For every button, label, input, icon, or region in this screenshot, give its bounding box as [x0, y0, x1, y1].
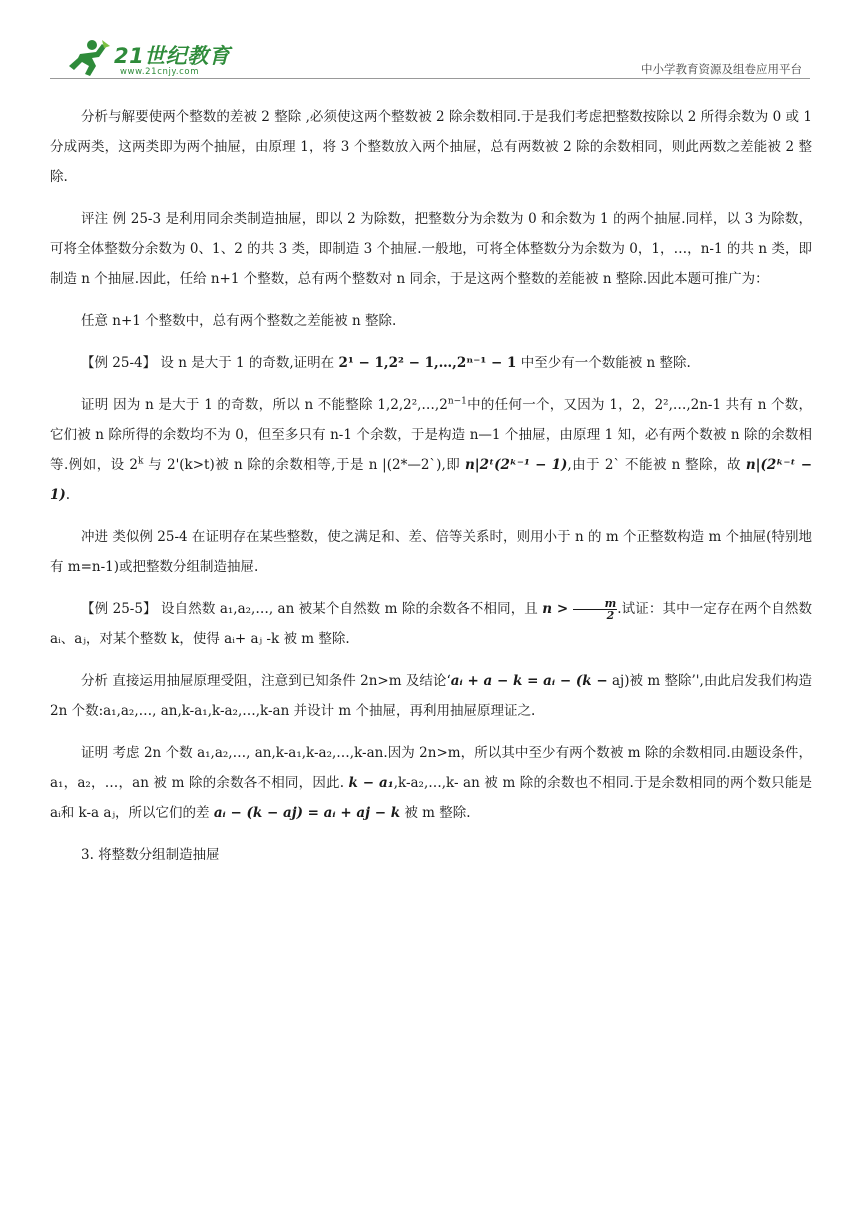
analysis-text-a: 分析 直接运用抽屉原理受阻，注意到已知条件 2n>m 及结论‘ [81, 673, 451, 689]
example-25-5-text-b: .试证：其中一定存在两个自然数 aᵢ、aⱼ，对某个整数 k，使得 aᵢ+ aⱼ -k 被 m 整除. [50, 601, 813, 647]
proof-math-1: n|2ᵗ(2ᵏ⁻¹ − 1) [464, 457, 568, 473]
paragraph-proof-25-4 [50, 390, 812, 510]
paragraph-analysis-25-5 [50, 666, 812, 726]
proof-sup-a: n−1 [447, 396, 467, 407]
paragraph-analysis: 分析与解要使两个整数的差被 2 整除 ,必须使这两个整数被 2 除余数相同.于是我们考虑把整数按除以 2 所得余数为 0 或 1 分成两类，这两类即为两个抽屉，由原理 1，将 3 个整数放入两个抽屉，总有两数被 2 除的余数相同，则此两数之差能被 2 整除. [50, 109, 812, 185]
header-divider [50, 78, 810, 79]
paragraph-extension: 冲进 类似例 25-4 在证明存在某些整数，使之满足和、差、倍等关系时，则用小于 n 的 m 个正整数构造 m 个抽屉(特别地有 m=n-1)或把整数分组制造抽屉. [50, 529, 812, 575]
proof-sup-b: k [138, 456, 144, 467]
document-body [50, 102, 812, 882]
logo [62, 36, 282, 80]
example-25-4-math: 2¹ − 1,2² − 1,…,2ⁿ⁻¹ − 1 [338, 355, 517, 371]
paragraph-example-25-5 [50, 594, 812, 654]
proof-text-c: 与 2'(k>t)被 n 除的余数相等,于是 n |(2*—2`),即 [143, 457, 465, 473]
paragraph-generalization: 任意 n+1 个整数中，总有两个整数之差能被 n 整除. [81, 313, 397, 329]
header-tagline: 中小学教育资源及组卷应用平台 [641, 62, 802, 76]
proof2-math-2: aᵢ − (k − aj) = aᵢ + aj − k [213, 805, 401, 821]
runner-logo-icon [62, 38, 112, 78]
analysis-text-b: aj)被 m 整除’',由此启发我们构造 2n 个数:a₁,a₂,…, an,k-a₁,k-a₂,…,k-an 并设计 m 个抽屉，再利用抽屉原理证之. [50, 673, 812, 719]
fraction-denominator: 2 [606, 609, 615, 622]
fraction-numerator: m [573, 598, 618, 610]
logo-text: 21世纪教育 [114, 44, 231, 68]
proof-text-b: 中的任何一个，又因为 1，2，2²,…,2n-1 共有 n 个数，它们被 n 除所得的余数均不为 0，但至多只有 n-1 个余数，于是构造 n—1 个抽屉，由原理 1 知，必有两个数被 n 除的余数相等.例如，设 2 [50, 397, 812, 473]
paragraph-comment: 评注 例 25-3 是利用同余类制造抽屉，即以 2 为除数，把整数分为余数为 0 和余数为 1 的两个抽屉.同样，以 3 为除数，可将全体整数分余数为 0、1、2 的共 3 类，即制造 3 个抽屉.一般地，可将全体整数分为余数为 0，1，…，n-1 的共 n 类，即制造 n 个抽屉.因此，任给 n+1 个整数，总有两个整数对 n 同余，于是这两个整数的差能被 n 整除.因此本题可推广为： [50, 211, 812, 287]
analysis-math: aᵢ + a − k = aᵢ − (k − [450, 673, 608, 689]
proof2-text-b: ,k-a₂,…,k- an 被 m 除的余数也不相同.于是余数相同的两个数只能是 aᵢ和 k-a aⱼ，所以它们的差 [50, 775, 813, 821]
section-heading-3: 3. 将整数分组制造抽屉 [81, 847, 220, 863]
example-25-5-text-a: 【例 25-5】 设自然数 a₁,a₂,…, an 被某个自然数 m 除的余数各不相同，且 [81, 601, 543, 617]
example-25-4-text-b: 中至少有一个数能被 n 整除. [516, 355, 691, 371]
proof-text-e: . [65, 487, 71, 503]
fraction-m-over-2 [573, 598, 618, 621]
logo-url: www.21cnjy.com [120, 67, 200, 77]
example-25-4-text-a: 【例 25-4】 设 n 是大于 1 的奇数,证明在 [81, 355, 339, 371]
proof-text-a: 证明 因为 n 是大于 1 的奇数，所以 n 不能整除 1,2,2²,…,2 [81, 397, 448, 413]
proof-text-d: ,由于 2` 不能被 n 整除，故 [567, 457, 746, 473]
proof-math-2: n|(2ᵏ⁻ᵗ − 1) [50, 457, 813, 503]
proof2-text-c: 被 m 整除. [400, 805, 471, 821]
proof2-math-1: k − a₁ [348, 775, 394, 791]
example-25-5-inequality: n > [542, 601, 569, 617]
paragraph-example-25-4 [50, 348, 812, 378]
page-header [50, 36, 810, 80]
paragraph-proof-25-5 [50, 738, 812, 828]
proof2-text-a: 证明 考虑 2n 个数 a₁,a₂,…, an,k-a₁,k-a₂,…,k-an.因为 2n>m，所以其中至少有两个数被 m 除的余数相同.由题设条件，a₁，a₂，…，an 被 m 除的余数各不相同，因此. [50, 745, 812, 791]
